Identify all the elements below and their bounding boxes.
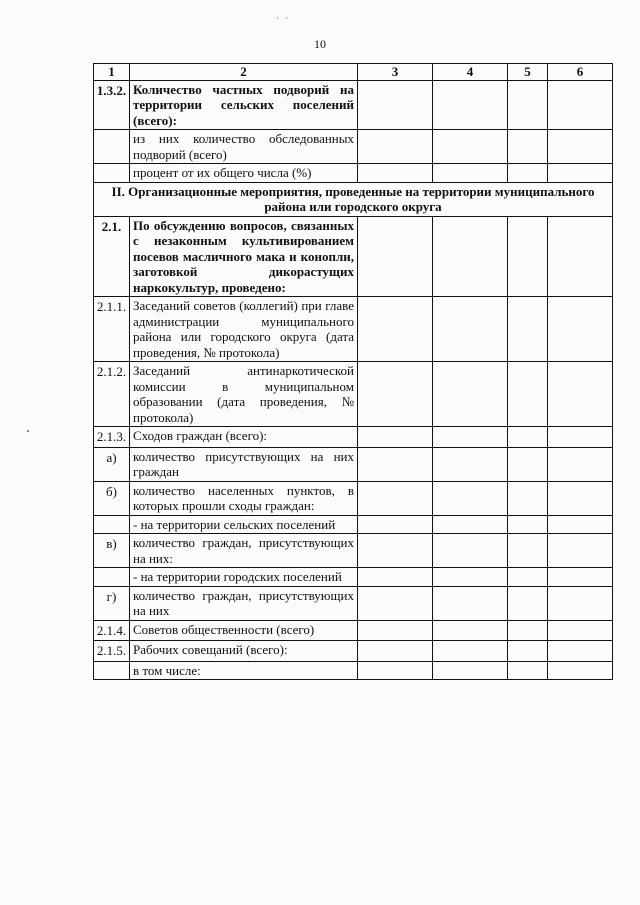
- value-cell-col-3[interactable]: [358, 641, 433, 662]
- header-cell: 3: [358, 64, 433, 81]
- value-cell-col-5[interactable]: [508, 568, 548, 587]
- value-cell-col-6[interactable]: [548, 568, 613, 587]
- row-number: 2.1.2.: [94, 362, 130, 427]
- table-row: [94, 362, 613, 427]
- value-cell-col-5[interactable]: [508, 481, 548, 515]
- value-cell-col-3[interactable]: [358, 586, 433, 620]
- row-label: Заседаний советов (коллегий) при главе администрации муниципального района или городского округа (дата проведения, № протокола): [130, 297, 358, 362]
- value-cell-col-5[interactable]: [508, 447, 548, 481]
- table-row: [94, 661, 613, 680]
- row-label: количество граждан, присутствующих на них: [130, 586, 358, 620]
- row-number: б): [94, 481, 130, 515]
- table-row: [94, 216, 613, 297]
- value-cell-col-6[interactable]: [548, 362, 613, 427]
- header-cell: 6: [548, 64, 613, 81]
- value-cell-col-6[interactable]: [548, 130, 613, 164]
- row-label: По обсуждению вопросов, связанных с незаконным культивированием посевов масличного мака и конопли, заготовкой дикорастущих наркокультур, проведено:: [130, 216, 358, 297]
- row-number: 2.1.1.: [94, 297, 130, 362]
- value-cell-col-3[interactable]: [358, 362, 433, 427]
- row-label: из них количество обследованных подворий (всего): [130, 130, 358, 164]
- value-cell-col-4[interactable]: [433, 362, 508, 427]
- row-label: Рабочих совещаний (всего):: [130, 641, 358, 662]
- table-row: [94, 586, 613, 620]
- value-cell-col-5[interactable]: [508, 297, 548, 362]
- value-cell-col-5[interactable]: [508, 130, 548, 164]
- value-cell-col-4[interactable]: [433, 164, 508, 183]
- header-cell: 2: [130, 64, 358, 81]
- value-cell-col-6[interactable]: [548, 620, 613, 641]
- row-label: Количество частных подворий на территории сельских поселений (всего):: [130, 80, 358, 130]
- value-cell-col-5[interactable]: [508, 216, 548, 297]
- row-number: [94, 568, 130, 587]
- value-cell-col-3[interactable]: [358, 515, 433, 534]
- header-cell: 4: [433, 64, 508, 81]
- value-cell-col-4[interactable]: [433, 130, 508, 164]
- table-row: [94, 427, 613, 448]
- scan-dot: [27, 430, 29, 432]
- row-number: в): [94, 534, 130, 568]
- value-cell-col-4[interactable]: [433, 661, 508, 680]
- value-cell-col-4[interactable]: [433, 427, 508, 448]
- value-cell-col-6[interactable]: [548, 586, 613, 620]
- value-cell-col-5[interactable]: [508, 534, 548, 568]
- value-cell-col-5[interactable]: [508, 80, 548, 130]
- table-row: [94, 534, 613, 568]
- page-number: 10: [314, 37, 326, 51]
- value-cell-col-5[interactable]: [508, 586, 548, 620]
- row-label: Заседаний антинаркотической комиссии в муниципальном образовании (дата проведения, № протокола): [130, 362, 358, 427]
- section-title: II. Организационные мероприятия, проведенные на территории муниципального района или городского округа: [94, 182, 613, 216]
- row-number: 2.1.4.: [94, 620, 130, 641]
- value-cell-col-3[interactable]: [358, 164, 433, 183]
- table-row: [94, 297, 613, 362]
- value-cell-col-3[interactable]: [358, 130, 433, 164]
- row-number: 2.1.3.: [94, 427, 130, 448]
- value-cell-col-6[interactable]: [548, 164, 613, 183]
- value-cell-col-6[interactable]: [548, 481, 613, 515]
- table-row: [94, 641, 613, 662]
- value-cell-col-3[interactable]: [358, 481, 433, 515]
- row-number: а): [94, 447, 130, 481]
- section-row: [94, 182, 613, 216]
- value-cell-col-6[interactable]: [548, 297, 613, 362]
- row-number: [94, 661, 130, 680]
- value-cell-col-5[interactable]: [508, 620, 548, 641]
- row-label: - на территории сельских поселений: [130, 515, 358, 534]
- value-cell-col-4[interactable]: [433, 568, 508, 587]
- value-cell-col-4[interactable]: [433, 620, 508, 641]
- value-cell-col-3[interactable]: [358, 447, 433, 481]
- table-row: [94, 515, 613, 534]
- value-cell-col-3[interactable]: [358, 534, 433, 568]
- row-label: Советов общественности (всего): [130, 620, 358, 641]
- row-number: 2.1.: [94, 216, 130, 297]
- scan-speck: · ·: [276, 13, 291, 23]
- row-number: [94, 164, 130, 183]
- value-cell-col-5[interactable]: [508, 515, 548, 534]
- table-row: [94, 164, 613, 183]
- header-cell: 5: [508, 64, 548, 81]
- value-cell-col-3[interactable]: [358, 216, 433, 297]
- header-cell: 1: [94, 64, 130, 81]
- table-row: [94, 481, 613, 515]
- row-number: 2.1.5.: [94, 641, 130, 662]
- value-cell-col-6[interactable]: [548, 216, 613, 297]
- value-cell-col-6[interactable]: [548, 515, 613, 534]
- table-row: [94, 447, 613, 481]
- report-table: [93, 63, 613, 680]
- value-cell-col-4[interactable]: [433, 586, 508, 620]
- value-cell-col-3[interactable]: [358, 620, 433, 641]
- value-cell-col-3[interactable]: [358, 661, 433, 680]
- row-label: количество присутствующих на них граждан: [130, 447, 358, 481]
- header-row: [94, 64, 613, 81]
- table-row: [94, 568, 613, 587]
- value-cell-col-4[interactable]: [433, 641, 508, 662]
- value-cell-col-5[interactable]: [508, 362, 548, 427]
- row-number: 1.3.2.: [94, 80, 130, 130]
- value-cell-col-4[interactable]: [433, 216, 508, 297]
- row-label: в том числе:: [130, 661, 358, 680]
- value-cell-col-4[interactable]: [433, 447, 508, 481]
- value-cell-col-3[interactable]: [358, 568, 433, 587]
- value-cell-col-4[interactable]: [433, 534, 508, 568]
- row-label: количество граждан, присутствующих на них:: [130, 534, 358, 568]
- row-number: [94, 130, 130, 164]
- value-cell-col-6[interactable]: [548, 534, 613, 568]
- value-cell-col-6[interactable]: [548, 641, 613, 662]
- table-row: [94, 80, 613, 130]
- row-label: количество населенных пунктов, в которых прошли сходы граждан:: [130, 481, 358, 515]
- value-cell-col-6[interactable]: [548, 661, 613, 680]
- value-cell-col-6[interactable]: [548, 447, 613, 481]
- value-cell-col-5[interactable]: [508, 164, 548, 183]
- row-label: Сходов граждан (всего):: [130, 427, 358, 448]
- value-cell-col-3[interactable]: [358, 427, 433, 448]
- value-cell-col-4[interactable]: [433, 481, 508, 515]
- value-cell-col-4[interactable]: [433, 515, 508, 534]
- value-cell-col-3[interactable]: [358, 80, 433, 130]
- table-row: [94, 620, 613, 641]
- value-cell-col-5[interactable]: [508, 427, 548, 448]
- row-number: г): [94, 586, 130, 620]
- value-cell-col-5[interactable]: [508, 661, 548, 680]
- row-label: процент от их общего числа (%): [130, 164, 358, 183]
- value-cell-col-5[interactable]: [508, 641, 548, 662]
- value-cell-col-6[interactable]: [548, 427, 613, 448]
- row-label: - на территории городских поселений: [130, 568, 358, 587]
- row-number: [94, 515, 130, 534]
- table-row: [94, 130, 613, 164]
- value-cell-col-4[interactable]: [433, 297, 508, 362]
- value-cell-col-6[interactable]: [548, 80, 613, 130]
- value-cell-col-3[interactable]: [358, 297, 433, 362]
- value-cell-col-4[interactable]: [433, 80, 508, 130]
